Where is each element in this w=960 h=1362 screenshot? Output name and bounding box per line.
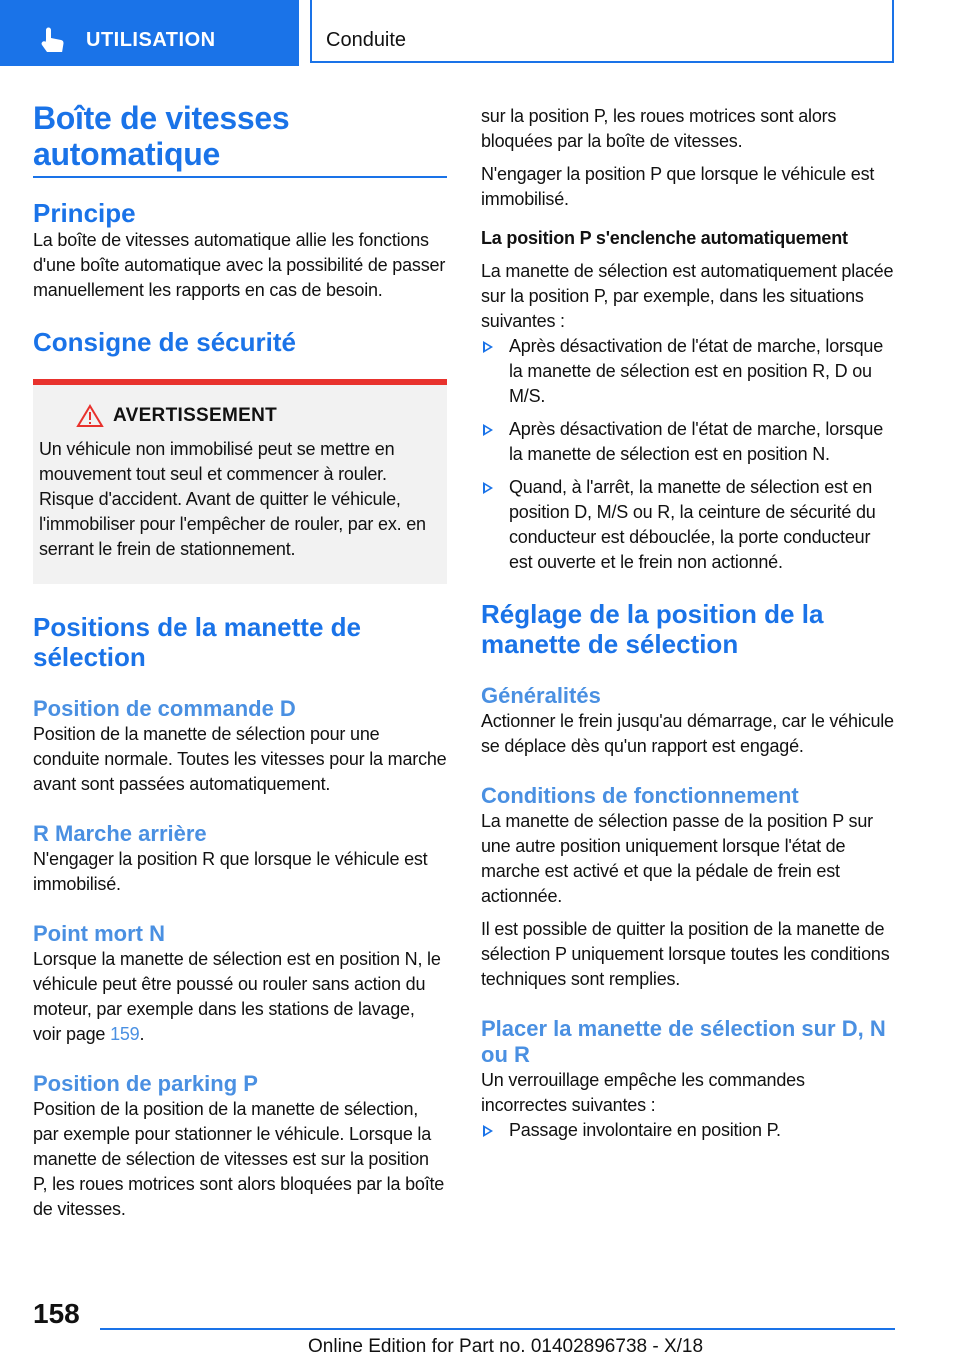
text-placer: Un verrouillage empêche les commandes incorrectes suivantes : xyxy=(481,1070,805,1115)
page-header xyxy=(0,0,960,66)
section-tab[interactable] xyxy=(0,0,299,66)
list-item: Passage involontaire en position P. xyxy=(481,1118,895,1143)
heading-auto-p: La position P s'enclenche automatiquement xyxy=(481,228,848,248)
heading-placer: Placer la manette de sélection sur D, N ou R xyxy=(481,1016,886,1067)
warning-triangle-icon xyxy=(77,405,103,427)
footer-divider xyxy=(100,1328,895,1330)
chapter-tab[interactable] xyxy=(310,0,894,63)
warning-header xyxy=(77,405,439,427)
heading-position-p: Position de parking P xyxy=(33,1071,258,1096)
footer-edition: Online Edition for Part no. 01402896738 - X/18 xyxy=(308,1336,704,1357)
heading-conditions: Conditions de fonctionnement xyxy=(481,783,799,808)
text-conditions-2: Il est possible de quitter la position de la manette de sélection P uniquement lorsque toutes les conditions techniques sont remplies. xyxy=(481,919,890,989)
text-auto-p: La manette de sélection est automatiquement placée sur la position P, par exemple, dans les situations suivantes : xyxy=(481,261,894,331)
right-column xyxy=(481,104,895,1143)
heading-positions: Positions de la manette de sélection xyxy=(33,612,361,672)
text-position-n xyxy=(33,947,447,1047)
warning-text: Un véhicule non immobilisé peut se mettre en mouvement tout seul et commencer à rouler. Risque d'accident. Avant de quitter le véhicule, l'immobiliser pour l'empêcher de rouler, par ex. en serrant le frein de stationnement. xyxy=(39,439,426,559)
list-item: Après désactivation de l'état de marche, lorsque la manette de sélection est en position R, D ou M/S. xyxy=(481,334,895,409)
text-principe: La boîte de vitesses automatique allie les fonctions d'une boîte automatique avec la possibilité de passer manuellement les rapports en cas de besoin. xyxy=(33,230,446,300)
page-link-159[interactable]: 159 xyxy=(110,1024,140,1044)
heading-position-n: Point mort N xyxy=(33,921,165,946)
page-title: Boîte de vitesses automatique xyxy=(33,100,447,178)
list-item: Après désactivation de l'état de marche, lorsque la manette de sélection est en position N. xyxy=(481,417,895,467)
warning-title: AVERTISSEMENT xyxy=(113,405,278,426)
heading-reglage: Réglage de la position de la manette de sélection xyxy=(481,599,824,659)
auto-p-list xyxy=(481,334,895,575)
text-position-d: Position de la manette de sélection pour une conduite normale. Toutes les vitesses pour la marche avant sont passées automatiquement. xyxy=(33,724,447,794)
heading-securite: Consigne de sécurité xyxy=(33,327,296,357)
heading-position-r: R Marche arrière xyxy=(33,821,207,846)
heading-generalites: Généralités xyxy=(481,683,601,708)
warning-box xyxy=(33,379,447,584)
page-number: 158 xyxy=(33,1298,80,1329)
section-label: UTILISATION xyxy=(86,29,216,51)
text-conditions: La manette de sélection passe de la position P sur une autre position uniquement lorsque l'état de marche est activé et que la pédale de frein est actionnée. xyxy=(481,811,873,906)
text-position-p: Position de la position de la manette de sélection, par exemple pour stationner le véhicule. Lorsque la manette de sélection de vitesses est sur la position P, les roues motrices sont alors bloquées par la boîte de vitesses. xyxy=(33,1099,445,1219)
list-item: Quand, à l'arrêt, la manette de sélection est en position D, M/S ou R, la ceinture de sécurité du conducteur est débouclée, la porte conducteur est ouverte et le frein non actionné. xyxy=(481,475,895,575)
text-generalites: Actionner le frein jusqu'au démarrage, car le véhicule se déplace dès qu'un rapport est engagé. xyxy=(481,711,894,756)
heading-position-d: Position de commande D xyxy=(33,696,296,721)
hand-pointer-icon xyxy=(38,26,68,56)
text-position-p-2: N'engager la position P que lorsque le véhicule est immobilisé. xyxy=(481,164,875,209)
text-position-p-continued: sur la position P, les roues motrices sont alors bloquées par la boîte de vitesses. xyxy=(481,106,837,151)
text-position-r: N'engager la position R que lorsque le véhicule est immobilisé. xyxy=(33,849,428,894)
text-position-n-body: Lorsque la manette de sélection est en position N, le véhicule peut être poussé ou rouler sans action du moteur, par exemple dans les stations de lavage, voir page xyxy=(33,949,441,1044)
chapter-label: Conduite xyxy=(326,29,407,51)
text-position-n-end: . xyxy=(139,1024,145,1044)
heading-principe: Principe xyxy=(33,198,136,228)
placer-list xyxy=(481,1118,895,1143)
left-column xyxy=(33,100,447,1219)
